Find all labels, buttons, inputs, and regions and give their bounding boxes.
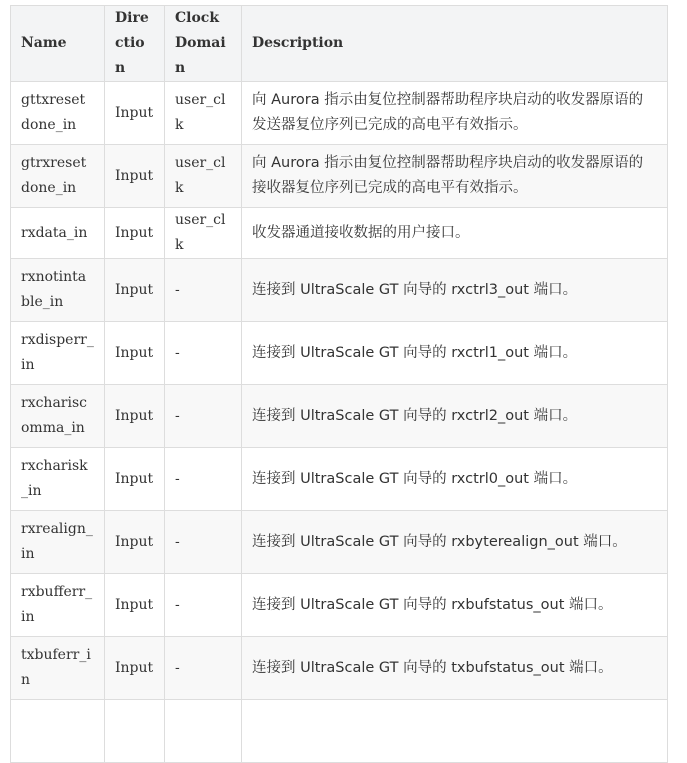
table-row xyxy=(11,322,668,385)
cell-direction: Input xyxy=(105,574,165,637)
cell-description: 向 Aurora 指示由复位控制器帮助程序块启动的收发器原语的接收器复位序列已完成的高电平有效指示。 xyxy=(242,145,668,208)
cell-clock-domain: - xyxy=(165,385,242,448)
cell-name: rxdata_in xyxy=(11,208,105,259)
header-clock-domain: Clock Domain xyxy=(165,6,242,82)
port-table xyxy=(10,5,668,763)
table-header-row xyxy=(11,6,668,82)
cell-description: 连接到 UltraScale GT 向导的 rxctrl3_out 端口。 xyxy=(242,259,668,322)
cell-description: 连接到 UltraScale GT 向导的 rxctrl1_out 端口。 xyxy=(242,322,668,385)
table-row xyxy=(11,574,668,637)
table-row xyxy=(11,637,668,700)
cell-name: gttxresetdone_in xyxy=(11,82,105,145)
table-row xyxy=(11,145,668,208)
cell-name: rxcharisk_in xyxy=(11,448,105,511)
table-row xyxy=(11,208,668,259)
cell-name xyxy=(11,700,105,763)
cell-clock-domain: user_clk xyxy=(165,82,242,145)
cell-direction xyxy=(105,700,165,763)
cell-direction: Input xyxy=(105,637,165,700)
cell-direction: Input xyxy=(105,259,165,322)
table-row xyxy=(11,259,668,322)
cell-direction: Input xyxy=(105,145,165,208)
table-row xyxy=(11,385,668,448)
cell-name: rxdisperr_in xyxy=(11,322,105,385)
cell-description xyxy=(242,700,668,763)
cell-description: 连接到 UltraScale GT 向导的 rxbyterealign_out 端口。 xyxy=(242,511,668,574)
table-row xyxy=(11,511,668,574)
cell-name: rxrealign_in xyxy=(11,511,105,574)
cell-description: 收发器通道接收数据的用户接口。 xyxy=(242,208,668,259)
cell-description: 连接到 UltraScale GT 向导的 rxctrl0_out 端口。 xyxy=(242,448,668,511)
cell-clock-domain: - xyxy=(165,322,242,385)
cell-name: rxbufferr_in xyxy=(11,574,105,637)
table-row xyxy=(11,82,668,145)
cell-clock-domain xyxy=(165,700,242,763)
header-description: Description xyxy=(242,6,668,82)
cell-name: rxchariscomma_in xyxy=(11,385,105,448)
cell-name: gtrxresetdone_in xyxy=(11,145,105,208)
cell-direction: Input xyxy=(105,511,165,574)
cell-clock-domain: - xyxy=(165,259,242,322)
cell-clock-domain: - xyxy=(165,574,242,637)
cell-clock-domain: user_clk xyxy=(165,145,242,208)
cell-direction: Input xyxy=(105,385,165,448)
header-direction: Direction xyxy=(105,6,165,82)
cell-direction: Input xyxy=(105,322,165,385)
cell-clock-domain: - xyxy=(165,448,242,511)
cell-direction: Input xyxy=(105,82,165,145)
cell-clock-domain: - xyxy=(165,511,242,574)
cell-clock-domain: - xyxy=(165,637,242,700)
cell-description: 连接到 UltraScale GT 向导的 rxctrl2_out 端口。 xyxy=(242,385,668,448)
table-row xyxy=(11,448,668,511)
table-row xyxy=(11,700,668,763)
cell-direction: Input xyxy=(105,208,165,259)
cell-name: txbuferr_in xyxy=(11,637,105,700)
cell-name: rxnotintable_in xyxy=(11,259,105,322)
header-name: Name xyxy=(11,6,105,82)
cell-description: 向 Aurora 指示由复位控制器帮助程序块启动的收发器原语的发送器复位序列已完成的高电平有效指示。 xyxy=(242,82,668,145)
cell-clock-domain: user_clk xyxy=(165,208,242,259)
cell-description: 连接到 UltraScale GT 向导的 txbufstatus_out 端口。 xyxy=(242,637,668,700)
cell-description: 连接到 UltraScale GT 向导的 rxbufstatus_out 端口。 xyxy=(242,574,668,637)
cell-direction: Input xyxy=(105,448,165,511)
